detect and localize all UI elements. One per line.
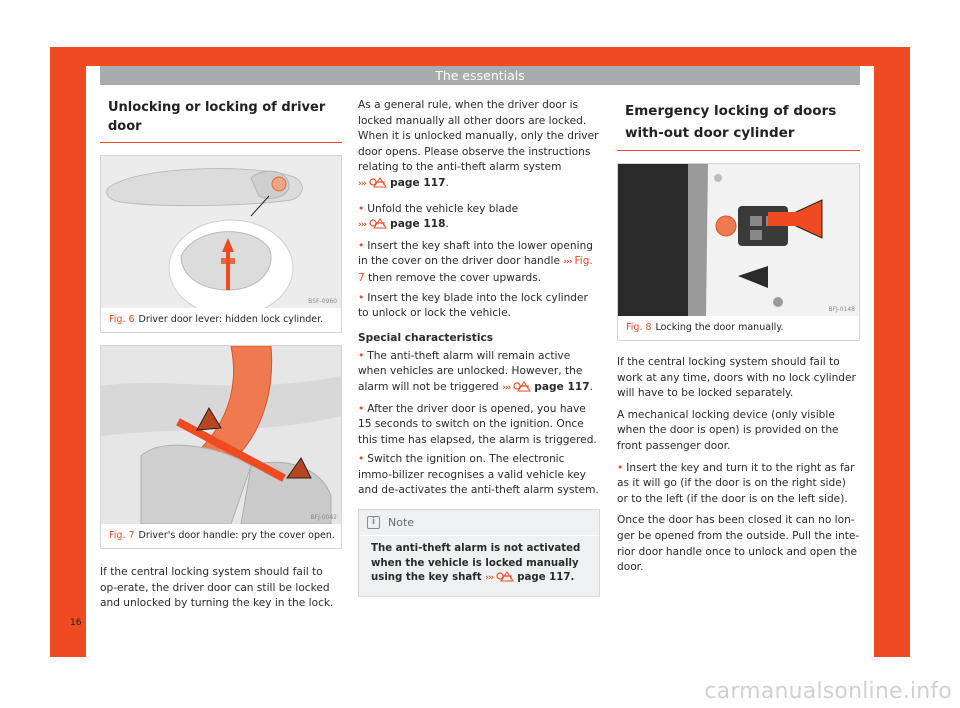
bullet-item bbox=[617, 461, 860, 508]
door-lock-illustration bbox=[618, 164, 859, 316]
bullet-text: Insert the key shaft into the lower opening in the cover on the driver door handle bbox=[358, 239, 594, 268]
bullet-icon: • bbox=[358, 453, 365, 466]
note-box bbox=[358, 509, 600, 597]
paragraph: If the central locking system should fail to work at any time, doors with no lock cylinder will have to be locked separately. bbox=[617, 356, 856, 400]
bullet-item bbox=[358, 402, 600, 449]
bullet-icon: • bbox=[617, 461, 624, 474]
bullet-text: Insert the key and turn it to the right as far as it will go (if the door is on the right side) or to the left (if the door is on the left side). bbox=[617, 461, 855, 505]
figure-ref-link[interactable]: Fig. 7 bbox=[358, 255, 593, 284]
door-handle-image bbox=[101, 346, 341, 524]
bullet-icon: • bbox=[358, 291, 365, 304]
bullet-text: After the driver door is opened, you have 15 seconds to switch on the ignition. Once this time has elapsed, the alarm is triggered. bbox=[358, 402, 597, 446]
bullet-text: Insert the key blade into the lock cylinder to unlock or lock the vehicle. bbox=[358, 291, 588, 320]
bullet-item: • The anti-theft alarm will remain active when vehicles are unlocked. However, the alarm will not be triggered ››› page 117. bbox=[358, 349, 600, 398]
key-warning-icon bbox=[496, 571, 514, 588]
bullet-text-tail: then remove the cover upwards. bbox=[368, 271, 542, 284]
info-icon: i bbox=[367, 516, 380, 529]
paragraph: If the central locking system should fail to op-erate, the driver door can still be locked and unlocked by turning the key in the lock. bbox=[100, 566, 334, 610]
door-lever-image bbox=[101, 156, 341, 308]
note-body: The anti-theft alarm is not activated when the vehicle is locked manually using the key shaft ››› page 117. bbox=[359, 536, 599, 596]
door-handle-illustration bbox=[101, 346, 341, 524]
door-lock-image bbox=[618, 164, 859, 316]
ref-arrows: ››› bbox=[502, 382, 511, 393]
bullet-icon: • bbox=[358, 349, 365, 362]
bullet-item: • Unfold the vehicle key blade ››› page 118. bbox=[358, 202, 600, 235]
bullet-text: The anti-theft alarm will remain active when vehicles are unlocked. However, the alarm will not be triggered bbox=[358, 349, 583, 393]
figure-code: BFJ-0042 bbox=[310, 514, 337, 521]
bullet-icon: • bbox=[358, 202, 365, 215]
watermark: carmanualsonline.info bbox=[704, 679, 952, 704]
section-header: The essentials bbox=[100, 66, 860, 85]
bullet-icon: • bbox=[358, 239, 365, 252]
ref-arrows: ››› bbox=[358, 220, 367, 231]
key-warning-icon bbox=[513, 381, 531, 398]
page-ref-link[interactable]: page 117 bbox=[390, 176, 446, 189]
paragraph: As a general rule, when the driver door is locked manually all other doors are locked. When it is unlocked manually, only the driver door opens. Please observe the instructions relating to the anti-theft alarm system ››› page 117. bbox=[358, 98, 600, 194]
page-number: 16 bbox=[70, 618, 82, 628]
key-warning-icon bbox=[369, 218, 387, 235]
note-header bbox=[359, 510, 599, 536]
figure-caption-text: Driver's door handle: pry the cover open. bbox=[138, 530, 335, 541]
key-warning-icon bbox=[369, 177, 387, 194]
bullet-item bbox=[358, 291, 600, 322]
figure-6 bbox=[100, 155, 342, 333]
figure-caption bbox=[101, 524, 341, 542]
column-right bbox=[617, 96, 860, 576]
figure-number: Fig. 6 bbox=[109, 314, 135, 325]
paragraph: A mechanical locking device (only visible when the door is open) is provided on the front passenger door. bbox=[617, 408, 839, 452]
figure-8 bbox=[617, 163, 860, 341]
door-lever-illustration bbox=[101, 156, 341, 308]
note-label: Note bbox=[388, 516, 415, 530]
ref-arrows: ››› bbox=[358, 178, 367, 189]
bullet-text: Unfold the vehicle key blade bbox=[367, 202, 519, 215]
paragraph: Once the door has been closed it can no lon-ger be opened from the outside. Pull the inte-rior door handle once to unlock and open the door. bbox=[617, 514, 860, 574]
page-ref-link[interactable]: page 118 bbox=[390, 218, 446, 231]
section-title: Unlocking or locking of driver door bbox=[100, 96, 342, 143]
column-left bbox=[100, 96, 342, 612]
bullet-text: Switch the ignition on. The electronic immo-bilizer recognises a valid vehicle key and de-activates the anti-theft alarm system. bbox=[358, 453, 599, 497]
figure-code: B5F-0960 bbox=[308, 298, 337, 305]
ref-arrows: ››› bbox=[485, 573, 494, 584]
figure-code: BFJ-0148 bbox=[828, 306, 855, 313]
page-ref-link[interactable]: page 117 bbox=[534, 380, 590, 393]
note-text: The anti-theft alarm is not activated when the vehicle is locked manually using the key shaft bbox=[371, 543, 581, 584]
subheading: Special characteristics bbox=[358, 331, 494, 344]
figure-number: Fig. 8 bbox=[626, 322, 652, 333]
figure-caption bbox=[618, 316, 859, 334]
bullet-item bbox=[358, 239, 600, 287]
figure-7 bbox=[100, 345, 342, 549]
page-ref-link[interactable]: page 117 bbox=[517, 572, 571, 584]
intro-text: As a general rule, when the driver door is locked manually all other doors are locked. When it is unlocked manually, only the driver door opens. Please observe the instructions relating to the anti-theft alarm system bbox=[358, 99, 599, 174]
figure-caption bbox=[101, 308, 341, 326]
figure-caption-text: Locking the door manually. bbox=[655, 322, 784, 333]
column-middle bbox=[358, 96, 600, 597]
figure-number: Fig. 7 bbox=[109, 530, 135, 541]
bullet-icon: • bbox=[358, 402, 365, 415]
bullet-item bbox=[358, 452, 600, 499]
section-title: Emergency locking of doors with-out door cylinder bbox=[617, 96, 860, 151]
ref-arrows: ››› bbox=[563, 257, 572, 268]
figure-caption-text: Driver door lever: hidden lock cylinder. bbox=[138, 314, 324, 325]
